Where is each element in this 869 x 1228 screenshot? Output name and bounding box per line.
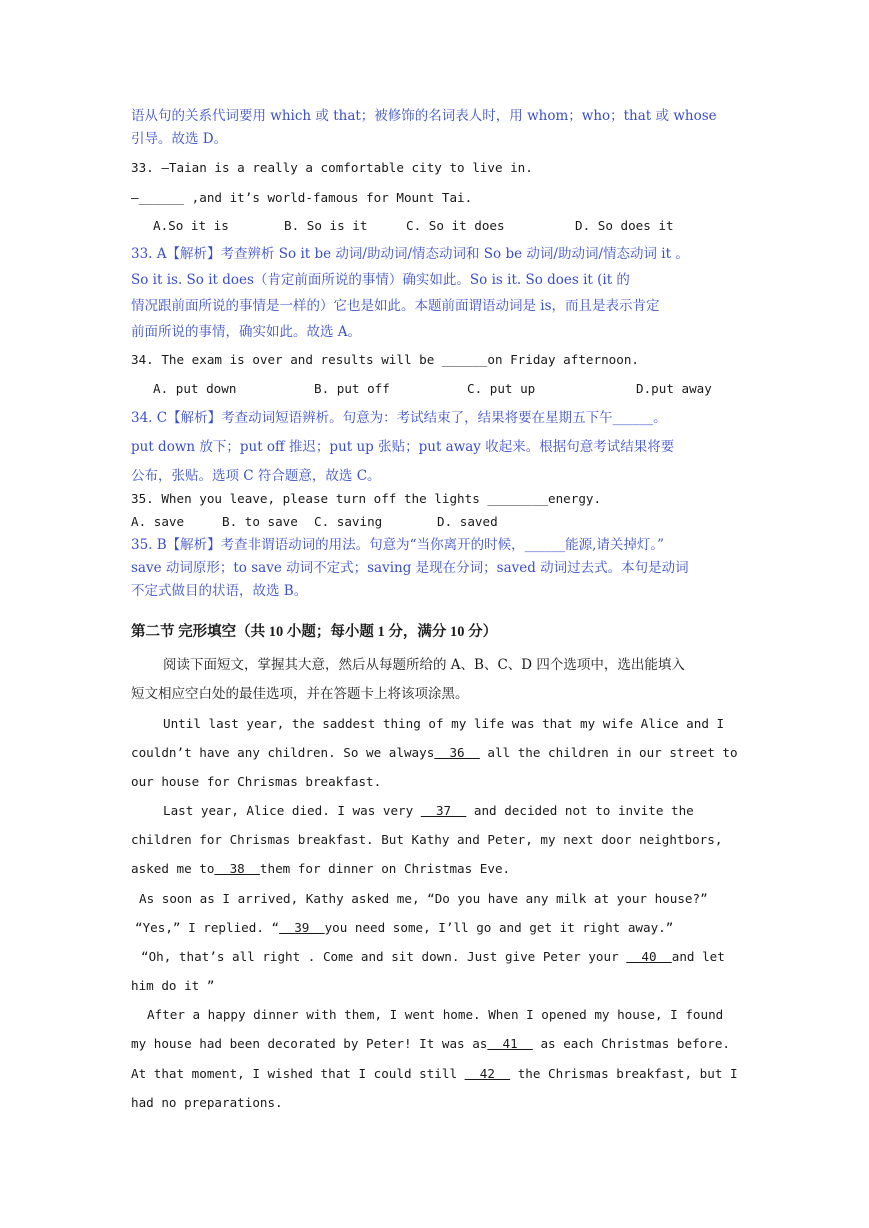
passage-text: “Yes,” I replied. “	[135, 920, 280, 935]
passage-text: At that moment, I wished that I could still	[131, 1066, 465, 1081]
passage-line	[131, 863, 510, 876]
passage-text: and decided not to invite the	[466, 803, 694, 818]
passage-line: him do it ”	[131, 978, 215, 993]
passage-line: children for Chrismas breakfast. But Kathy and Peter, my next door neightbors,	[131, 832, 723, 847]
q34-explain-line2: put down 放下；put off 推迟；put up 张贴；put away 收起来。根据句意考试结果将要	[131, 439, 675, 455]
passage-line: our house for Chrismas breakfast.	[131, 774, 382, 789]
q35-explain-line3: 不定式做目的状语，故选 B。	[131, 583, 308, 599]
passage-text: all the children in our street to	[479, 745, 738, 760]
passage-text: as each Christmas before.	[532, 1036, 730, 1051]
blank-37: 37	[420, 803, 467, 818]
blank-42: 42	[464, 1066, 511, 1081]
passage-text: and let	[671, 949, 725, 964]
passage-line: had no preparations.	[131, 1095, 283, 1110]
passage-text: them for dinner on Christmas Eve.	[259, 861, 511, 876]
q33-option-c: C. So it does	[406, 218, 505, 233]
q35-option-c: C. saving	[314, 514, 383, 529]
q33-explain-line4: 前面所说的事情，确实如此。故选 A。	[131, 324, 362, 340]
q34-stem: 34. The exam is over and results will be ______on Friday afternoon.	[131, 352, 639, 367]
passage-text: you need some, I’ll go and get it right away.”	[324, 920, 674, 935]
section-instruction-line1: 阅读下面短文，掌握其大意，然后从每题所给的 A、B、C、D 四个选项中，选出能填入	[163, 657, 685, 673]
blank-40: 40	[626, 949, 672, 964]
passage-line	[135, 922, 673, 935]
q32-explain-line1: 语从句的关系代词要用 which 或 that；被修饰的名词表人时，用 whom；who；that 或 whose	[131, 108, 717, 124]
q35-option-d: D. saved	[437, 514, 498, 529]
blank-36: 36	[434, 745, 480, 760]
passage-text: asked me to	[131, 861, 215, 876]
q34-explain-line1: 34. C【解析】考查动词短语辨析。句意为：考试结束了，结果将要在星期五下午______。	[131, 410, 667, 426]
q35-explain-line2: save 动词原形；to save 动词不定式；saving 是现在分词；saved 动词过去式。本句是动词	[131, 560, 689, 576]
q33-option-b: B. So is it	[284, 218, 368, 233]
q32-explain-line2: 引导。故选 D。	[131, 131, 228, 147]
passage-line	[131, 1038, 730, 1051]
passage-line	[131, 747, 738, 760]
blank-41: 41	[487, 1036, 533, 1051]
passage-text: the Chrismas breakfast, but I	[510, 1066, 738, 1081]
q33-option-d: D. So does it	[575, 218, 674, 233]
passage-line: Until last year, the saddest thing of my life was that my wife Alice and I	[163, 716, 725, 731]
passage-text: couldn’t have any children. So we always	[131, 745, 435, 760]
passage-text: Last year, Alice died. I was very	[163, 803, 421, 818]
passage-text: my house had been decorated by Peter! It was as	[131, 1036, 488, 1051]
q34-option-a: A. put down	[153, 381, 237, 396]
passage-line	[141, 951, 725, 964]
q33-option-a: A.So it is	[153, 218, 229, 233]
section-heading: 第二节 完形填空（共 10 小题；每小题 1 分，满分 10 分）	[131, 624, 498, 640]
passage-line	[163, 805, 694, 818]
q35-explain-line1: 35. B【解析】考查非谓语动词的用法。句意为“当你离开的时候，______能源,请关掉灯。”	[131, 537, 665, 553]
passage-text: “Oh, that’s all right . Come and sit down. Just give Peter your	[141, 949, 627, 964]
passage-line: After a happy dinner with them, I went home. When I opened my house, I found	[147, 1007, 724, 1022]
blank-38: 38	[214, 861, 260, 876]
q33-reply: —______ ,and it’s world-famous for Mount Tai.	[131, 190, 473, 205]
q33-explain-line2: So it is. So it does（肯定前面所说的事情）确实如此。So is it. So does it (it 的	[131, 272, 630, 288]
q34-option-d: D.put away	[636, 381, 712, 396]
passage-line: As soon as I arrived, Kathy asked me, “Do you have any milk at your house?”	[139, 891, 708, 906]
q34-option-b: B. put off	[314, 381, 390, 396]
q33-explain-line3: 情况跟前面所说的事情是一样的）它也是如此。本题前面谓语动词是 is，而且是表示肯定	[131, 298, 660, 314]
q33-stem: 33. —Taian is a really a comfortable city to live in.	[131, 160, 533, 175]
q34-explain-line3: 公布，张贴。选项 C 符合题意，故选 C。	[131, 468, 381, 484]
q35-stem: 35. When you leave, please turn off the lights ________energy.	[131, 491, 602, 506]
q33-explain-line1: 33. A【解析】考查辨析 So it be 动词/助动词/情态动词和 So be 动词/助动词/情态动词 it 。	[131, 246, 689, 262]
q35-option-a: A. save	[131, 514, 185, 529]
section-instruction-line2: 短文相应空白处的最佳选项，并在答题卡上将该项涂黑。	[131, 686, 469, 702]
passage-line	[131, 1068, 738, 1081]
q35-option-b: B. to save	[222, 514, 298, 529]
blank-39: 39	[279, 920, 325, 935]
q34-option-c: C. put up	[467, 381, 536, 396]
